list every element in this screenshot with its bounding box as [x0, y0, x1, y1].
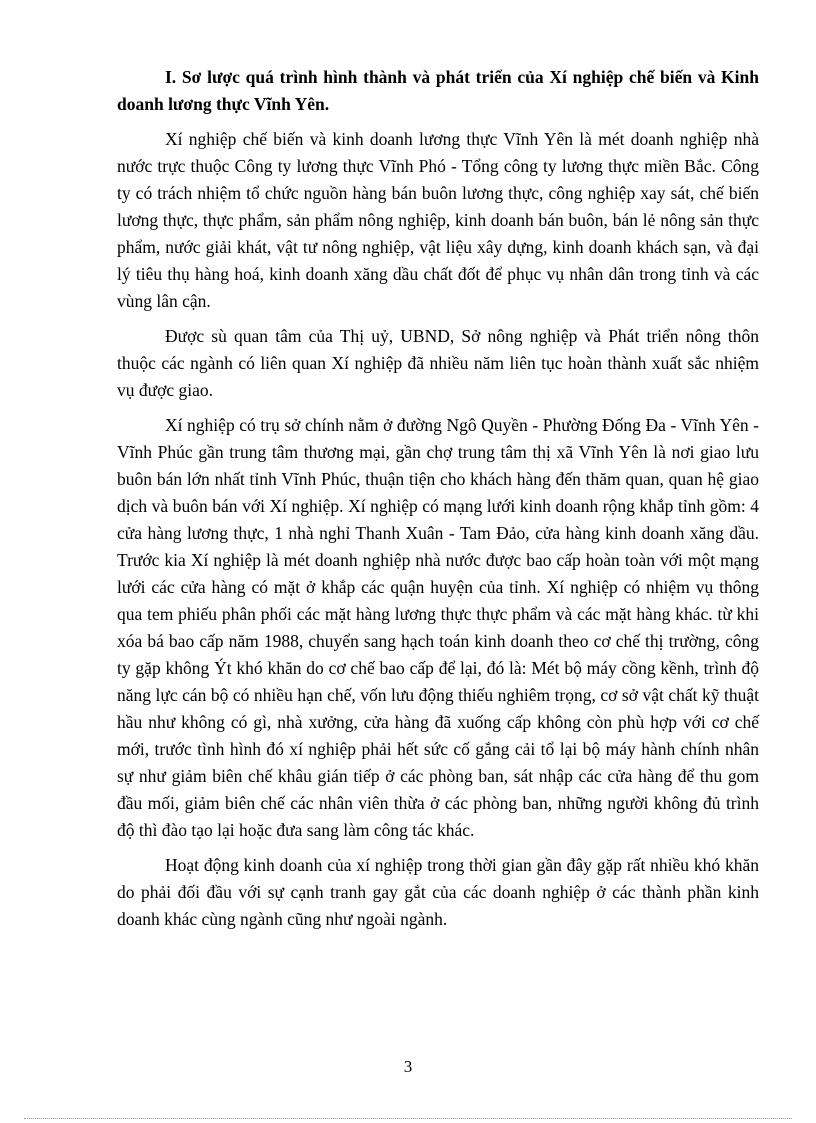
footer-divider: [24, 1118, 792, 1119]
paragraph-3: Xí nghiệp có trụ sở chính nằm ở đường Ngô Quyền - Phường Đống Đa - Vĩnh Yên - Vĩnh Phúc gần trung tâm thương mại, gần chợ trung tâm thị xã Vĩnh Yên là nơi giao lưu buôn bán lớn nhất tỉnh Vĩnh Phúc, thuận tiện cho khách hàng đến thăm quan, quan hệ giao dịch và buôn bán với Xí nghiệp. Xí nghiệp có mạng lưới kinh doanh rộng khắp tỉnh gồm: 4 cửa hàng lương thực, 1 nhà nghỉ Thanh Xuân - Tam Đảo, cửa hàng kinh doanh xăng dầu. Trước kia Xí nghiệp là mét doanh nghiệp nhà nước được bao cấp hoàn toàn với một mạng lưới các cửa hàng có mặt ở khắp các quận huyện của tỉnh. Xí nghiệp có nhiệm vụ thông qua tem phiếu phân phối các mặt hàng lương thực thực phẩm và các mặt hàng khác. từ khi xóa bá bao cấp năm 1988, chuyển sang hạch toán kinh doanh theo cơ chế thị trường, công ty gặp không Ýt khó khăn do cơ chế bao cấp để lại, đó là: Mét bộ máy cồng kềnh, trình độ năng lực cán bộ có nhiều hạn chế, vốn lưu động thiếu nghiêm trọng, cơ sở vật chất kỹ thuật hầu như không có gì, nhà xưởng, cửa hàng đã xuống cấp không còn phù hợp với cơ chế mới, trước tình hình đó xí nghiệp phải hết sức cố gắng cải tổ lại bộ máy hành chính nhân sự như giảm biên chế khâu gián tiếp ở các phòng ban, sát nhập các cửa hàng để thu gom đầu mối, giảm biên chế các nhân viên thừa ở các phòng ban, những người không đủ trình độ thì đào tạo lại hoặc đưa sang làm công tác khác.: [117, 415, 759, 840]
paragraph-1: Xí nghiệp chế biến và kinh doanh lương thực Vĩnh Yên là mét doanh nghiệp nhà nước trực thuộc Công ty lương thực Vĩnh Phó - Tổng công ty lương thực miền Bắc. Công ty có trách nhiệm tổ chức nguồn hàng bán buôn lương thực, công nghiệp xay sát, chế biến lương thực, thực phẩm, sản phẩm nông nghiệp, kinh doanh bán buôn, bán lẻ nông sản thực phẩm, nước giải khát, vật tư nông nghiệp, vật liệu xây dựng, kinh doanh khách sạn, và đại lý tiêu thụ hàng hoá, kinh doanh xăng dầu chất đốt để phục vụ nhân dân trong tỉnh và các vùng lân cận.: [117, 129, 759, 311]
paragraph-4: Hoạt động kinh doanh của xí nghiệp trong thời gian gần đây gặp rất nhiều khó khăn do phải đối đầu với sự cạnh tranh gay gắt của các doanh nghiệp ở các thành phần kinh doanh khác cùng ngành cũng như ngoài ngành.: [117, 855, 759, 929]
page-number: 3: [403, 1057, 413, 1076]
paragraph-2: Được sù quan tâm của Thị uỷ, UBND, Sở nông nghiệp và Phát triển nông thôn thuộc các ngành có liên quan Xí nghiệp đã nhiều năm liên tục hoàn thành xuất sắc nhiệm vụ được giao.: [117, 326, 759, 400]
section-heading: I. Sơ lược quá trình hình thành và phát triển của Xí nghiệp chế biến và Kinh doanh lương thực Vĩnh Yên.: [117, 67, 759, 114]
document-page: [117, 64, 759, 941]
